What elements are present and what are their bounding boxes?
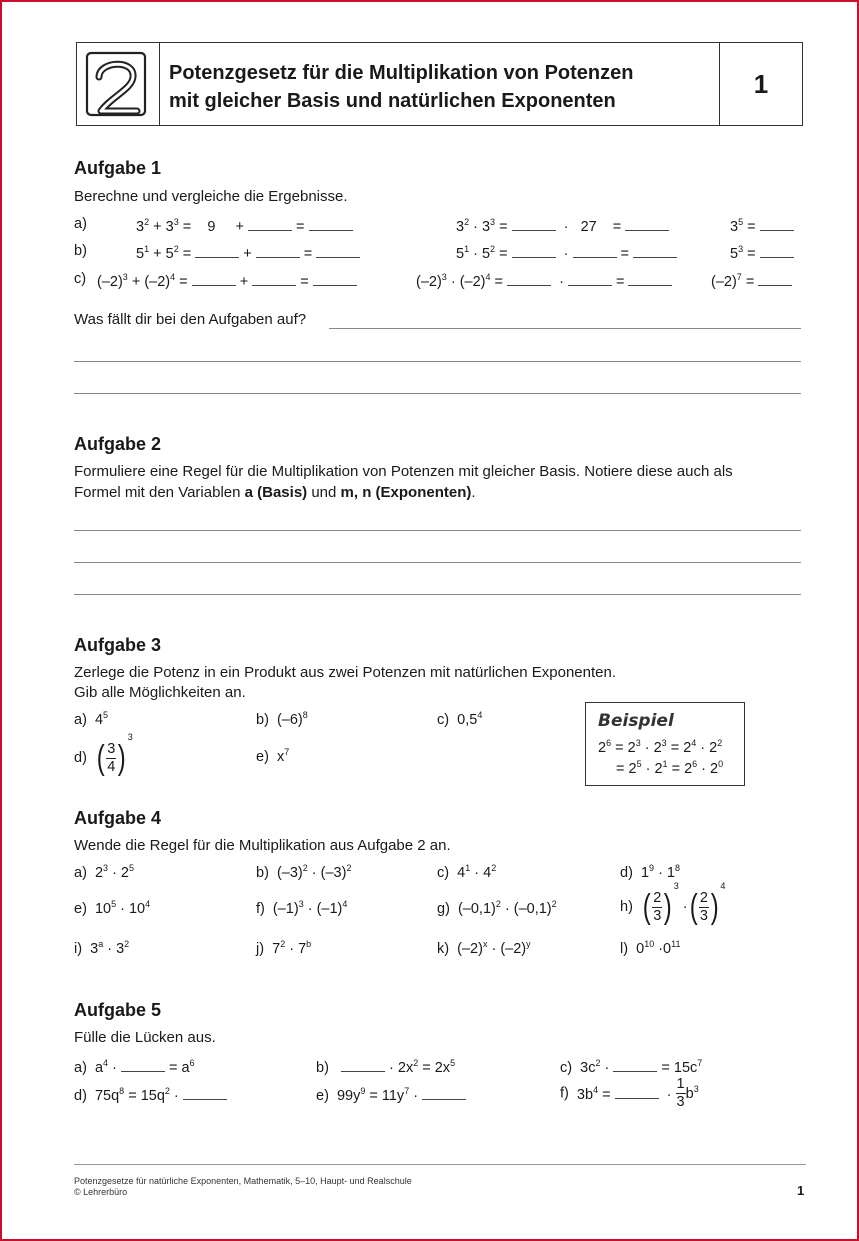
task1-row-c-power: $(-2)^7$ = bbox=[711, 271, 792, 290]
task4-item-l: l) $0^{10} \cdot 0^{11}$ bbox=[620, 939, 681, 957]
task3-item-a: a) $4^5$ bbox=[74, 710, 109, 728]
task5-item-b: b) · $2x^2 = 2x^5$ bbox=[316, 1058, 456, 1076]
task1-row-c-sum: $(-2)^3 + (-2)^4$ = + = bbox=[97, 271, 357, 290]
task4-item-j: j) $7^2 \cdot 7^b$ bbox=[256, 939, 312, 957]
task3-item-b: b) $(-6)^8$ bbox=[256, 710, 308, 728]
chapter-number-badge bbox=[77, 43, 160, 125]
task4-item-a: a) $2^3 \cdot 2^5$ bbox=[74, 863, 135, 881]
task4-item-i: i) $3^a \cdot 3^2$ bbox=[74, 939, 130, 957]
task3-heading: Aufgabe 3 bbox=[74, 635, 162, 655]
example-line2: = $2^5 \cdot 2^1 = 2^6 \cdot 2^0$ bbox=[616, 759, 724, 777]
footer-page-number: 1 bbox=[797, 1183, 805, 1198]
task4-item-c: c) $4^1 \cdot 4^2$ bbox=[437, 863, 497, 881]
task5-instruction: Fülle die Lücken aus. bbox=[74, 1029, 216, 1046]
task3-text-line2: Gib alle Möglichkeiten an. bbox=[74, 684, 246, 701]
task4-item-e: e) $10^5 \cdot 10^4$ bbox=[74, 899, 151, 917]
answer-line[interactable] bbox=[74, 594, 801, 595]
task1-question: Was fällt dir bei den Aufgaben auf? bbox=[74, 311, 307, 328]
task4-item-h: h) ( $\frac{2}{3}$ )$^3$ ·( $\frac{2}{3}$ )$^4$ bbox=[620, 881, 726, 927]
task3-item-c: c) $0,5^4$ bbox=[437, 710, 483, 728]
task1-row-a-power: $3^5$ = bbox=[730, 216, 794, 235]
task5-item-e: e) $99y^9 = 11y^7$ · bbox=[316, 1085, 466, 1104]
task4-heading: Aufgabe 4 bbox=[74, 808, 162, 828]
answer-line[interactable] bbox=[74, 361, 801, 362]
task5-item-c: c) $3c^2$ · = $15c^7$ bbox=[560, 1058, 703, 1076]
task2-text-line2: Formel mit den Variablen a (Basis) und m, n (Exponenten). bbox=[74, 484, 476, 501]
task5-heading: Aufgabe 5 bbox=[74, 1000, 162, 1020]
task5-item-d: d) $75q^8 = 15q^2$ · bbox=[74, 1085, 227, 1104]
task4-item-g: g) $(-0,1)^2 \cdot (-0,1)^2$ bbox=[437, 899, 557, 917]
task1-row-a-sum: $3^2 + 3^3$ = 9 + = bbox=[136, 216, 353, 235]
number-two-icon bbox=[77, 43, 159, 125]
task4-item-k: k) $(-2)^x \cdot (-2)^y$ bbox=[437, 939, 531, 957]
task4-item-f: f) $(-1)^3 \cdot (-1)^4$ bbox=[256, 899, 348, 917]
task3-item-d: d) ( $\frac{3}{4}$ )$^3$ bbox=[74, 732, 133, 778]
task1-instruction: Berechne und vergleiche die Ergebnisse. bbox=[74, 188, 348, 205]
task4-item-b: b) $(-3)^2 \cdot (-3)^2$ bbox=[256, 863, 352, 881]
task4-item-d: d) $1^9 \cdot 1^8$ bbox=[620, 863, 681, 881]
footer-source: Potenzgesetze für natürliche Exponenten, Mathematik, 5–10, Haupt- und Realschule bbox=[74, 1176, 412, 1186]
answer-line[interactable] bbox=[329, 328, 801, 329]
task1-row-c-product: $(-2)^3 \cdot (-2)^4$ = · = bbox=[416, 271, 672, 290]
task1-row-b-power: $5^3$ = bbox=[730, 243, 794, 262]
footer-copyright: © Lehrerbüro bbox=[74, 1187, 128, 1197]
task5-item-f: f) $3b^4$ = · $\frac{1}{3}$ $b^3$ bbox=[560, 1076, 699, 1110]
task5-item-a: a) $a^4$ · = $a^6$ bbox=[74, 1058, 195, 1076]
task1-row-a-product: $3^2 \cdot 3^3$ = · 27 = bbox=[456, 216, 669, 235]
worksheet-header bbox=[76, 42, 803, 126]
worksheet-page-number: 1 bbox=[719, 43, 802, 125]
example-title: Beispiel bbox=[598, 711, 674, 731]
task1-label-b: b) bbox=[74, 243, 87, 259]
page-title: Potenzgesetz für die Multiplikation von Potenzen mit gleicher Basis und natürlichen Exponenten bbox=[169, 62, 634, 112]
task1-row-b-product: $5^1 \cdot 5^2$ = · = bbox=[456, 243, 677, 262]
answer-line[interactable] bbox=[74, 562, 801, 563]
task1-row-b-sum: $5^1 + 5^2$ = + = bbox=[136, 243, 360, 262]
answer-line[interactable] bbox=[74, 530, 801, 531]
task1-label-a: a) bbox=[74, 216, 87, 232]
task2-text-line1: Formuliere eine Regel für die Multiplikation von Potenzen mit gleicher Basis. Notiere diese auch als bbox=[74, 463, 733, 480]
task3-text-line1: Zerlege die Potenz in ein Produkt aus zwei Potenzen mit natürlichen Exponenten. bbox=[74, 664, 616, 681]
example-box bbox=[585, 702, 745, 786]
task2-heading: Aufgabe 2 bbox=[74, 434, 162, 454]
task3-item-e: e) $x^7$ bbox=[256, 747, 290, 765]
answer-line[interactable] bbox=[74, 393, 801, 394]
footer-divider bbox=[74, 1164, 806, 1165]
task1-label-c: c) bbox=[74, 271, 87, 287]
task1-heading: Aufgabe 1 bbox=[74, 158, 162, 178]
example-line1: $2^6 = 2^3 \cdot 2^3 = 2^4 \cdot 2^2$ bbox=[598, 738, 723, 756]
task4-instruction: Wende die Regel für die Multiplikation aus Aufgabe 2 an. bbox=[74, 837, 451, 854]
